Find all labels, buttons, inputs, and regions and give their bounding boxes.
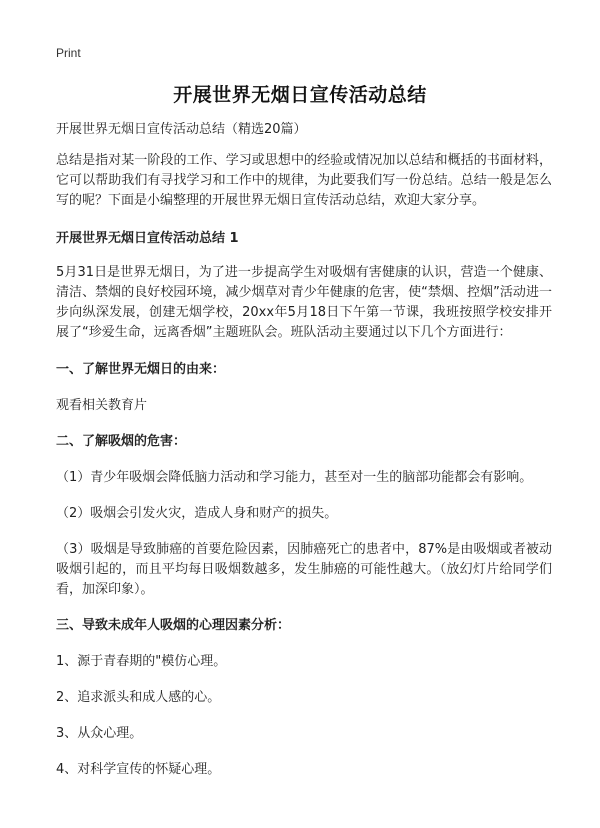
intro-paragraph: 总结是指对某一阶段的工作、学习或思想中的经验或情况加以总结和概括的书面材料，它可以帮助我们有寻找学习和工作中的规律，为此要我们写一份总结。总结一般是怎么写的呢？下面是小编整理的开展世界无烟日宣传活动总结，欢迎大家分享。 [56, 153, 552, 208]
psychology-item: 1、源于青春期的"模仿心理。 [56, 654, 227, 669]
print-link[interactable]: Print [56, 46, 81, 60]
document-content [56, 120, 552, 796]
document-subtitle: 开展世界无烟日宣传活动总结（精选20篇） [56, 122, 307, 137]
section-heading: 开展世界无烟日宣传活动总结 1 [56, 231, 239, 246]
psychology-item: 3、从众心理。 [56, 726, 143, 741]
section-body-paragraph: 5月31日是世界无烟日，为了进一步提高学生对吸烟有害健康的认识，营造一个健康、清洁、禁烟的良好校园环境，减少烟草对青少年健康的危害，使“禁烟、控烟”活动进一步向纵深发展，创建无烟学校，20xx年5月18日下午第一节课，我班按照学校安排开展了“珍爱生命，远离香烟”主题班队会。班队活动主要通过以下几个方面进行： [56, 265, 552, 340]
psychology-item: 2、追求派头和成人感的心。 [56, 690, 221, 705]
harm-item: （1）青少年吸烟会降低脑力活动和学习能力，甚至对一生的脑部功能都会有影响。 [56, 470, 533, 485]
point-heading-origin: 一、了解世界无烟日的由来： [56, 362, 226, 377]
document-title: 开展世界无烟日宣传活动总结 [173, 84, 427, 106]
point-text-origin: 观看相关教育片 [56, 398, 148, 413]
harm-item: （2）吸烟会引发火灾，造成人身和财产的损失。 [56, 506, 338, 521]
psychology-item: 4、对科学宣传的怀疑心理。 [56, 762, 221, 777]
point-heading-psychology: 三、导致未成年人吸烟的心理因素分析： [56, 618, 291, 633]
harm-item: （3）吸烟是导致肺癌的首要危险因素，因肺癌死亡的患者中，87%是由吸烟或者被动吸烟引起的，而且平均每日吸烟数越多，发生肺癌的可能性越大。（放幻灯片给同学们看，加深印象）。 [56, 542, 552, 597]
point-heading-harm: 二、了解吸烟的危害： [56, 434, 187, 449]
